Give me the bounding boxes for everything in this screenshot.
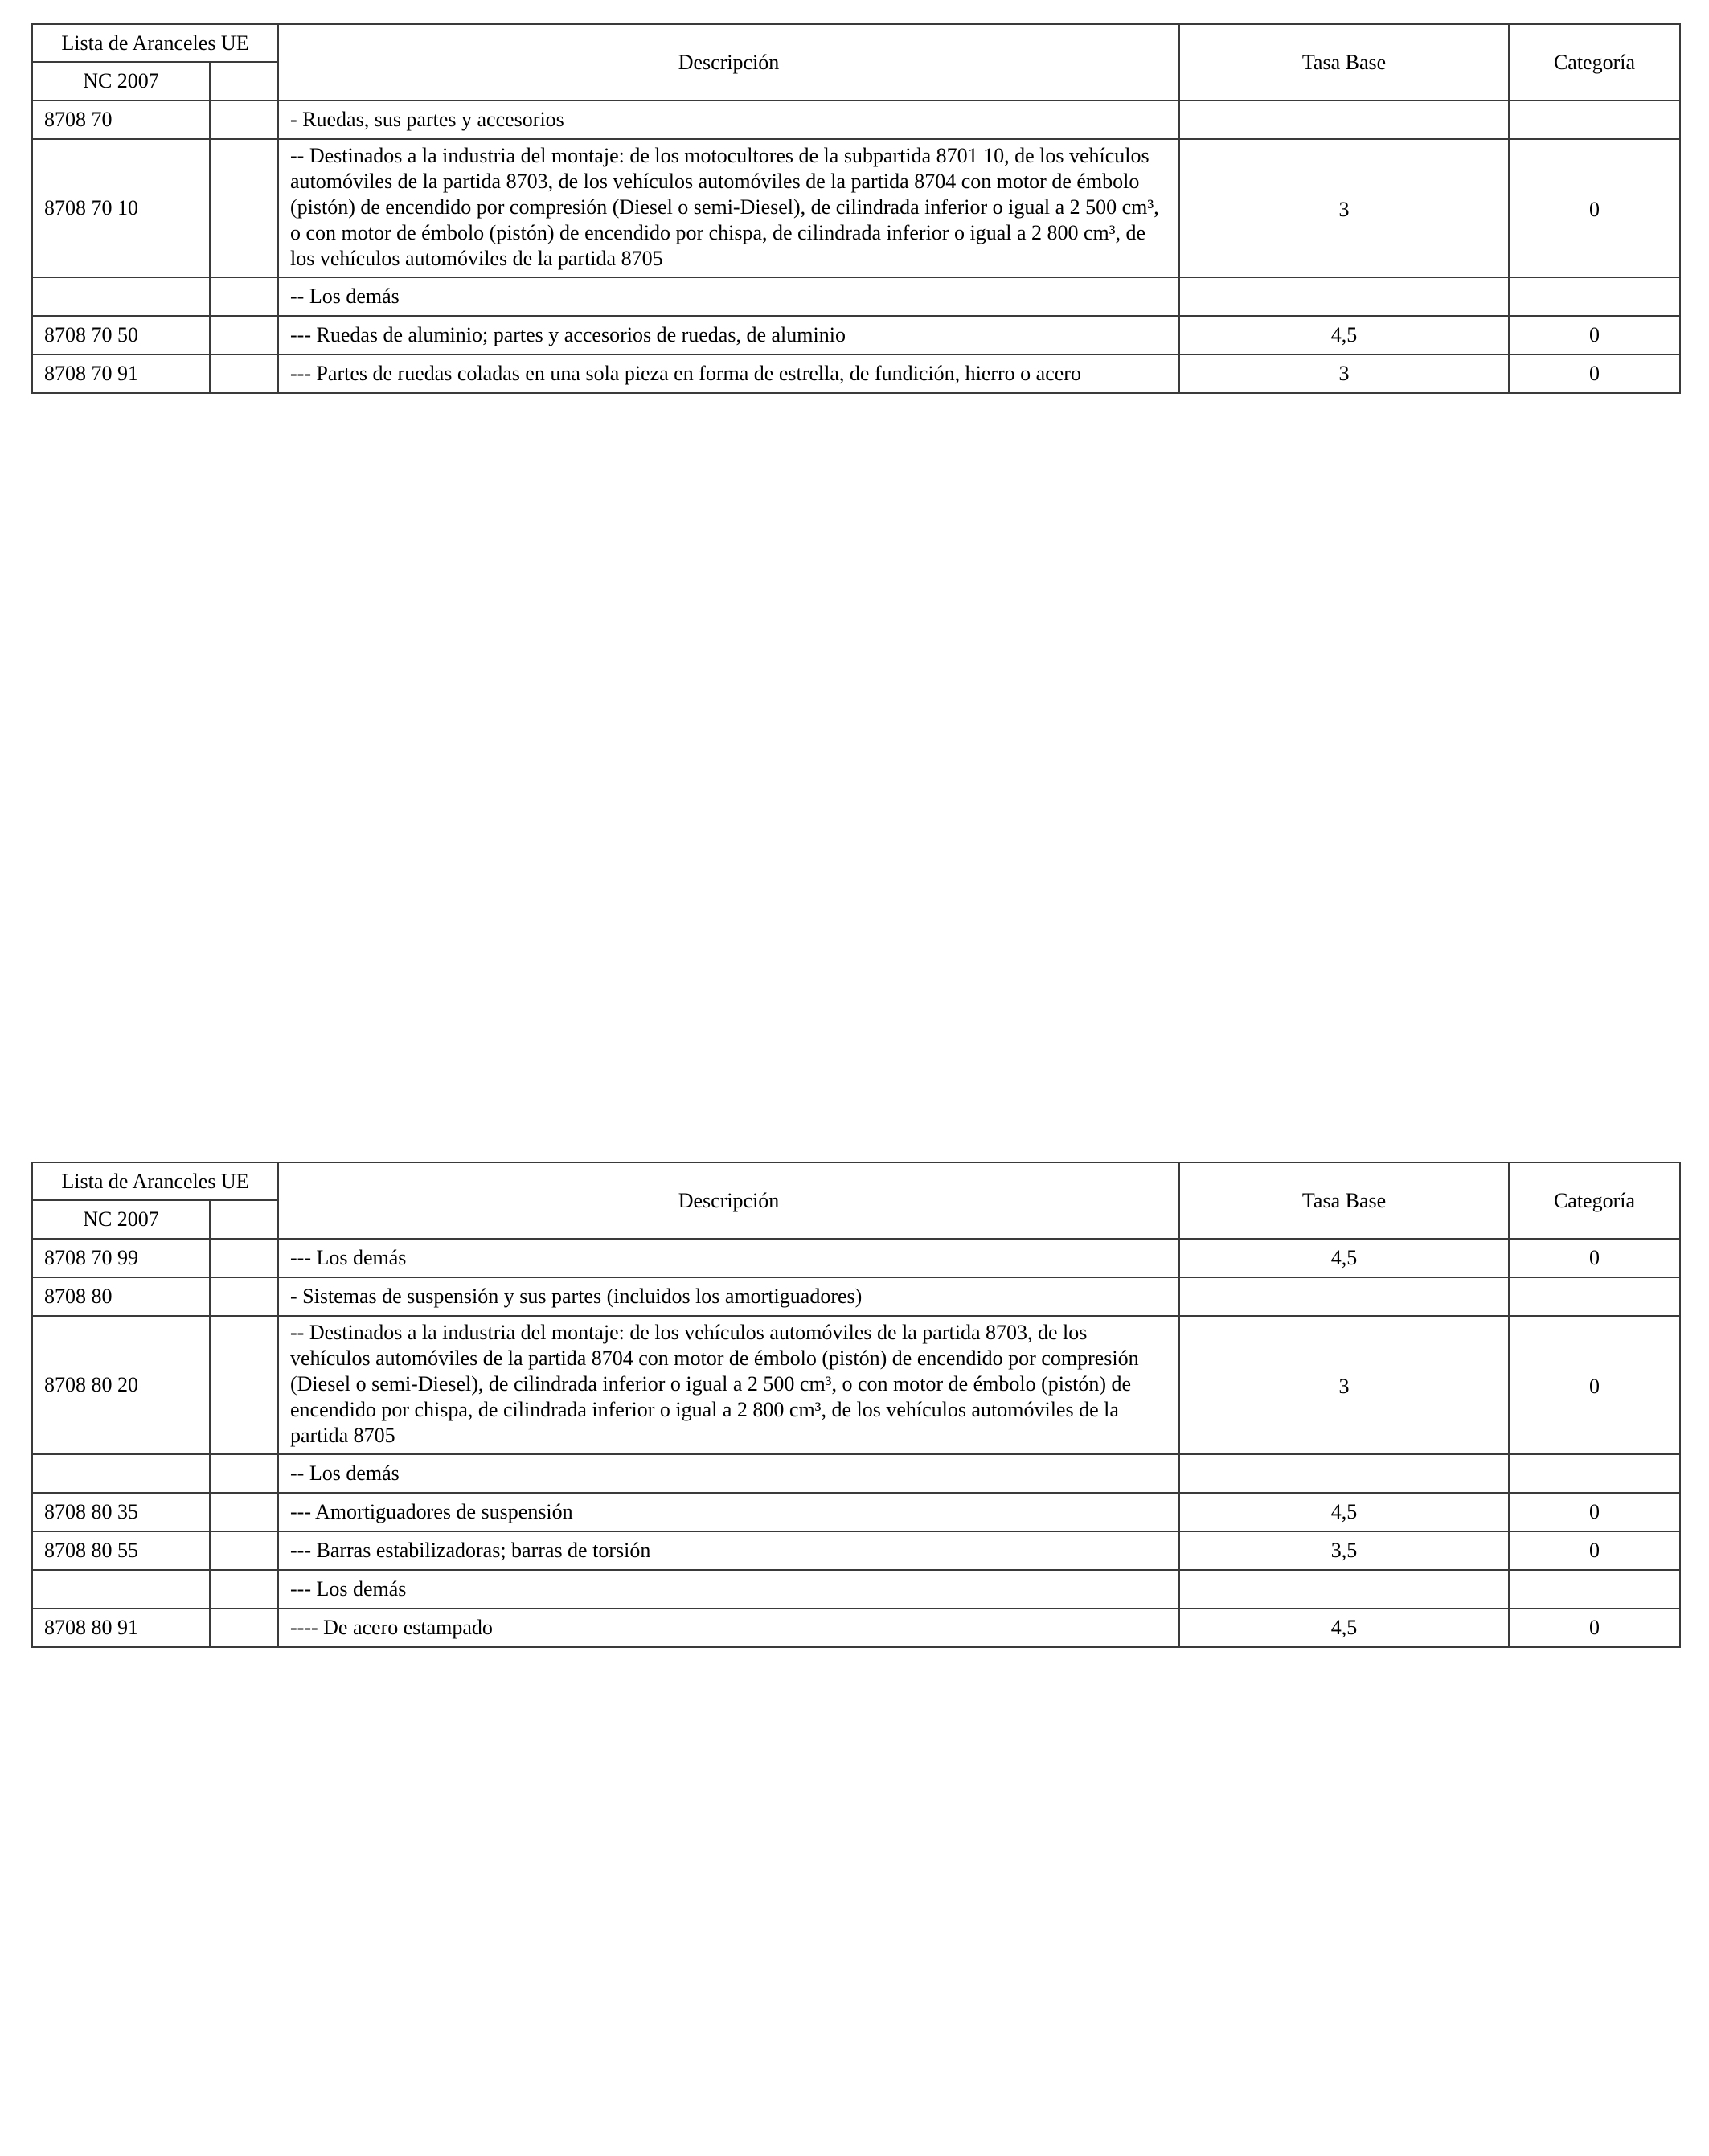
blank-cell: [210, 1239, 278, 1277]
description-cell: -- Los demás: [278, 1454, 1179, 1493]
description-cell: ---- De acero estampado: [278, 1609, 1179, 1647]
description-cell: --- Los demás: [278, 1239, 1179, 1277]
blank-cell: [210, 1454, 278, 1493]
code-cell: 8708 80 35: [32, 1493, 210, 1531]
code-cell: 8708 80: [32, 1277, 210, 1316]
code-cell: [32, 1570, 210, 1609]
description-cell: --- Ruedas de aluminio; partes y accesorios de ruedas, de aluminio: [278, 316, 1179, 355]
rate-cell: 3: [1179, 355, 1509, 393]
blank-cell: [210, 1570, 278, 1609]
code-cell: 8708 80 20: [32, 1316, 210, 1454]
header-base-rate: Tasa Base: [1179, 1162, 1509, 1239]
header-blank-cell: [210, 1200, 278, 1239]
table-row: [32, 355, 1680, 393]
description-cell: -- Los demás: [278, 277, 1179, 316]
header-nc-label: NC 2007: [32, 62, 210, 100]
category-cell: [1509, 1570, 1680, 1609]
description-cell: --- Partes de ruedas coladas en una sola pieza en forma de estrella, de fundición, hierro o acero: [278, 355, 1179, 393]
header-list-label: Lista de Aranceles UE: [32, 24, 278, 62]
category-cell: [1509, 1454, 1680, 1493]
header-row: [32, 1162, 1680, 1200]
table-row: [32, 277, 1680, 316]
blank-cell: [210, 1609, 278, 1647]
tariff-table-2: [31, 1162, 1681, 1648]
table-row: [32, 139, 1680, 277]
table-row: [32, 1454, 1680, 1493]
code-cell: 8708 70: [32, 100, 210, 139]
description-cell: -- Destinados a la industria del montaje: de los vehículos automóviles de la partida 8703, de los vehículos automóviles de la partida 8704 con motor de émbolo (pistón) de encendido por compresión (Diesel o semi-Diesel), de cilindrada inferior o igual a 2 500 cm³, o con motor de émbolo (pistón) de encendido por chispa, de cilindrada inferior o igual a 2 800 cm³, de los vehículos automóviles de la partida 8705: [278, 1316, 1179, 1454]
table-row: [32, 316, 1680, 355]
header-nc-label: NC 2007: [32, 1200, 210, 1239]
code-cell: 8708 80 91: [32, 1609, 210, 1647]
table-row: [32, 1570, 1680, 1609]
header-blank-cell: [210, 62, 278, 100]
blank-cell: [210, 316, 278, 355]
category-cell: 0: [1509, 316, 1680, 355]
category-cell: 0: [1509, 355, 1680, 393]
rate-cell: 4,5: [1179, 1239, 1509, 1277]
description-cell: -- Destinados a la industria del montaje: de los motocultores de la subpartida 8701 10, de los vehículos automóviles de la partida 8703, de los vehículos automóviles de la partida 8704 con motor de émbolo (pistón) de encendido por compresión (Diesel o semi-Diesel), de cilindrada inferior o igual a 2 500 cm³, o con motor de émbolo (pistón) de encendido por chispa, de cilindrada inferior o igual a 2 800 cm³, de los vehículos automóviles de la partida 8705: [278, 139, 1179, 277]
header-description: Descripción: [278, 1162, 1179, 1239]
header-category: Categoría: [1509, 1162, 1680, 1239]
code-cell: [32, 1454, 210, 1493]
blank-cell: [210, 1493, 278, 1531]
header-row: [32, 24, 1680, 62]
tariff-table-1: [31, 23, 1681, 394]
rate-cell: 3,5: [1179, 1531, 1509, 1570]
rate-cell: [1179, 277, 1509, 316]
blank-cell: [210, 355, 278, 393]
header-base-rate: Tasa Base: [1179, 24, 1509, 100]
category-cell: 0: [1509, 1493, 1680, 1531]
blank-cell: [210, 1531, 278, 1570]
code-cell: 8708 70 91: [32, 355, 210, 393]
blank-cell: [210, 277, 278, 316]
blank-cell: [210, 100, 278, 139]
code-cell: 8708 70 99: [32, 1239, 210, 1277]
table-row: [32, 1493, 1680, 1531]
rate-cell: 3: [1179, 139, 1509, 277]
blank-cell: [210, 139, 278, 277]
header-description: Descripción: [278, 24, 1179, 100]
description-cell: --- Barras estabilizadoras; barras de torsión: [278, 1531, 1179, 1570]
category-cell: 0: [1509, 139, 1680, 277]
blank-cell: [210, 1277, 278, 1316]
description-cell: --- Amortiguadores de suspensión: [278, 1493, 1179, 1531]
table-row: [32, 1609, 1680, 1647]
rate-cell: [1179, 100, 1509, 139]
rate-cell: 3: [1179, 1316, 1509, 1454]
category-cell: 0: [1509, 1609, 1680, 1647]
category-cell: 0: [1509, 1239, 1680, 1277]
table-row: [32, 1531, 1680, 1570]
code-cell: 8708 80 55: [32, 1531, 210, 1570]
table-row: [32, 100, 1680, 139]
rate-cell: 4,5: [1179, 1493, 1509, 1531]
category-cell: [1509, 1277, 1680, 1316]
rate-cell: 4,5: [1179, 316, 1509, 355]
table-row: [32, 1239, 1680, 1277]
description-cell: --- Los demás: [278, 1570, 1179, 1609]
rate-cell: [1179, 1277, 1509, 1316]
code-cell: 8708 70 10: [32, 139, 210, 277]
code-cell: [32, 277, 210, 316]
category-cell: 0: [1509, 1531, 1680, 1570]
header-list-label: Lista de Aranceles UE: [32, 1162, 278, 1200]
table-row: [32, 1316, 1680, 1454]
rate-cell: [1179, 1570, 1509, 1609]
description-cell: - Ruedas, sus partes y accesorios: [278, 100, 1179, 139]
category-cell: 0: [1509, 1316, 1680, 1454]
code-cell: 8708 70 50: [32, 316, 210, 355]
category-cell: [1509, 100, 1680, 139]
header-category: Categoría: [1509, 24, 1680, 100]
blank-cell: [210, 1316, 278, 1454]
table-row: [32, 1277, 1680, 1316]
rate-cell: [1179, 1454, 1509, 1493]
description-cell: - Sistemas de suspensión y sus partes (incluidos los amortiguadores): [278, 1277, 1179, 1316]
category-cell: [1509, 277, 1680, 316]
rate-cell: 4,5: [1179, 1609, 1509, 1647]
